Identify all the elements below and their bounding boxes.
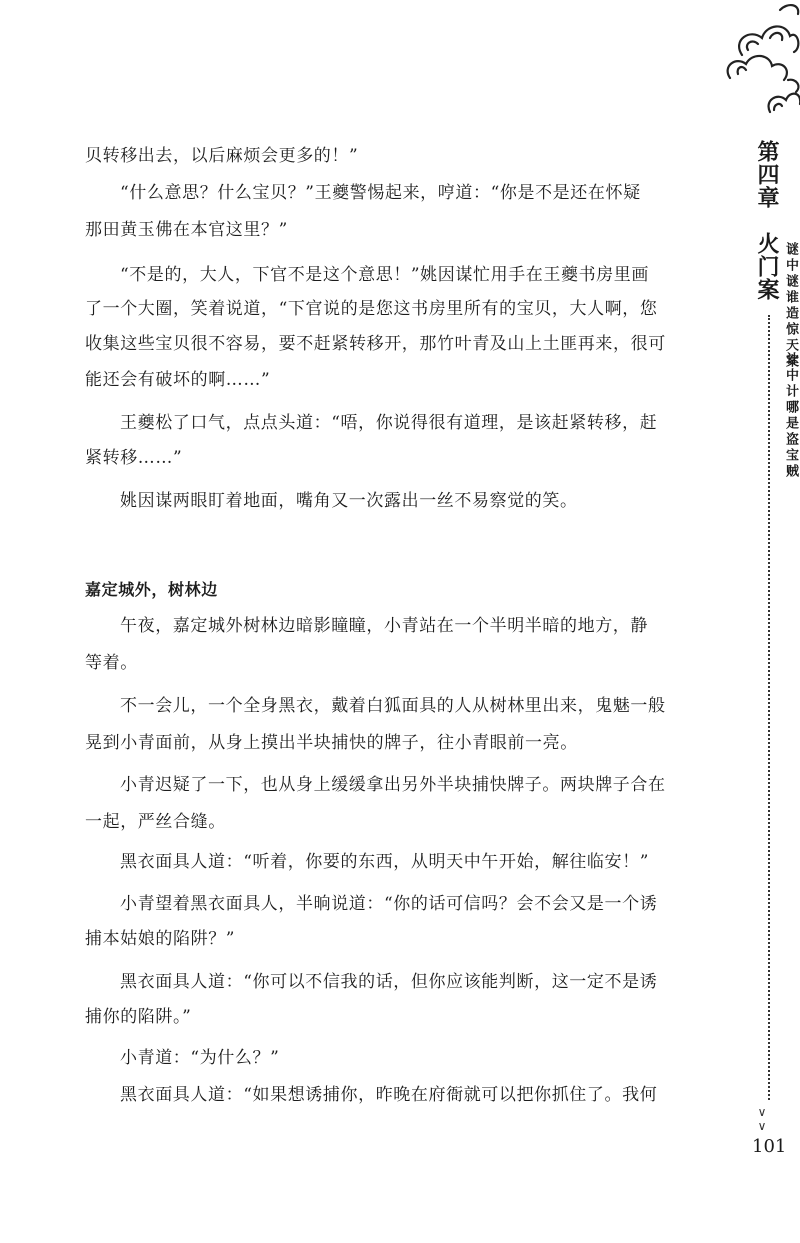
chevron-down-icon: ∨∨ bbox=[755, 1105, 769, 1133]
text-line: 贝转移出去，以后麻烦会更多的！” bbox=[85, 146, 359, 166]
dotted-divider bbox=[768, 315, 770, 1100]
chapter-subtitle: 计中计哪是盗宝贼 bbox=[783, 352, 798, 480]
text-line: 午夜，嘉定城外树林边暗影瞳瞳，小青站在一个半明半暗的地方，静 bbox=[120, 616, 648, 636]
text-line: 小青道：“为什么？” bbox=[120, 1048, 280, 1068]
page-number: 101 bbox=[752, 1136, 787, 1157]
text-line: 黑衣面具人道：“听着，你要的东西，从明天中午开始，解往临安！” bbox=[120, 852, 649, 872]
chapter-number: 第四章 bbox=[754, 140, 780, 209]
text-line: 姚因谋两眼盯着地面，嘴角又一次露出一丝不易察觉的笑。 bbox=[120, 491, 578, 511]
text-line: 小青迟疑了一下，也从身上缓缓拿出另外半块捕快牌子。两块牌子合在 bbox=[120, 775, 666, 795]
text-line: 王夔松了口气，点点头道：“唔，你说得很有道理，是该赶紧转移，赶 bbox=[120, 413, 658, 433]
text-line: “什么意思？什么宝贝？”王夔警惕起来，哼道：“你是不是还在怀疑 bbox=[120, 183, 641, 203]
text-line: 收集这些宝贝很不容易，要不赶紧转移开，那竹叶青及山上土匪再来，很可 bbox=[85, 334, 666, 354]
text-line: 小青望着黑衣面具人，半晌说道：“你的话可信吗？会不会又是一个诱 bbox=[120, 894, 658, 914]
text-line: 一起，严丝合缝。 bbox=[85, 812, 226, 832]
text-line: 紧转移……” bbox=[85, 448, 183, 468]
text-line: 捕你的陷阱。” bbox=[85, 1007, 192, 1027]
text-line: 了一个大圈，笑着说道，“下官说的是您这书房里所有的宝贝，大人啊，您 bbox=[85, 299, 658, 319]
section-heading: 嘉定城外，树林边 bbox=[85, 580, 218, 599]
text-line: “不是的，大人，下官不是这个意思！”姚因谋忙用手在王夔书房里画 bbox=[120, 265, 649, 285]
text-line: 黑衣面具人道：“你可以不信我的话，但你应该能判断，这一定不是诱 bbox=[120, 972, 658, 992]
text-line: 黑衣面具人道：“如果想诱捕你，昨晚在府衙就可以把你抓住了。我何 bbox=[120, 1085, 658, 1105]
chapter-title: 火门案 bbox=[754, 232, 780, 301]
text-line: 晃到小青面前，从身上摸出半块捕快的牌子，往小青眼前一亮。 bbox=[85, 733, 578, 753]
text-line: 捕本姑娘的陷阱？” bbox=[85, 929, 236, 949]
text-line: 能还会有破坏的啊……” bbox=[85, 370, 271, 390]
text-line: 不一会儿，一个全身黑衣，戴着白狐面具的人从树林里出来，鬼魅一般 bbox=[120, 696, 666, 716]
text-line: 那田黄玉佛在本官这里？” bbox=[85, 220, 288, 240]
text-line: 等着。 bbox=[85, 653, 138, 673]
chapter-subtitle: 谜中谜谁造惊天案 bbox=[783, 242, 798, 370]
